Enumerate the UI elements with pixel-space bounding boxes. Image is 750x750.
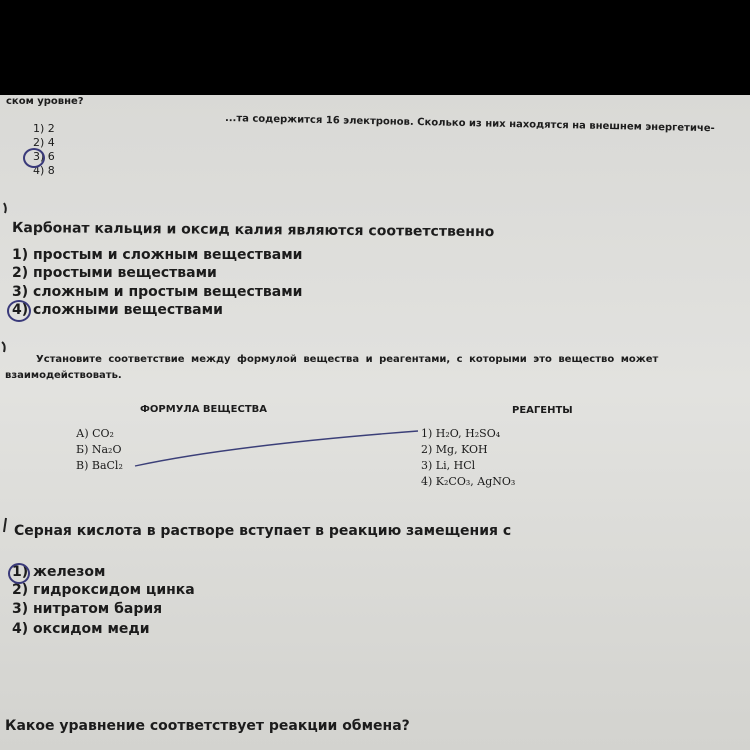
sulfuric-option-2: 2) гидроксидом цинка bbox=[12, 582, 195, 598]
margin-mark bbox=[4, 518, 6, 532]
carbonate-option-3: 3) сложным и простым веществами bbox=[12, 284, 303, 300]
prev-option-2: 2) 4 bbox=[33, 136, 55, 149]
carbonate-option-1: 1) простым и сложным веществами bbox=[12, 247, 303, 263]
prev-question-stem-line2: ском уровне? bbox=[6, 96, 84, 107]
carbonate-option-4: 4) сложными веществами bbox=[12, 302, 223, 318]
match-question-line2: взаимодействовать. bbox=[5, 370, 122, 381]
formula-c: В) BaCl₂ bbox=[76, 459, 123, 472]
sulfuric-option-3: 3) нитратом бария bbox=[12, 601, 163, 617]
prev-option-4: 4) 8 bbox=[33, 164, 55, 177]
formula-a: А) CO₂ bbox=[76, 427, 114, 440]
margin-mark bbox=[2, 342, 5, 352]
sulfuric-option-4: 4) оксидом меди bbox=[12, 621, 150, 637]
reagent-2: 2) Mg, KOH bbox=[421, 443, 488, 456]
sulfuric-question-title: Серная кислота в растворе вступает в реакцию замещения с bbox=[14, 523, 512, 539]
prev-option-1: 1) 2 bbox=[33, 122, 55, 135]
margin-mark bbox=[4, 203, 6, 213]
reagents-column-header: РЕАГЕНТЫ bbox=[512, 405, 573, 416]
formula-b: Б) Na₂O bbox=[76, 443, 122, 456]
next-question-title: Какое уравнение соответствует реакции обмена? bbox=[5, 718, 410, 734]
answer-circle-mark bbox=[8, 563, 30, 584]
match-question-line1: Установите соответствие между формулой вещества и реагентами, с которыми это вещество может bbox=[36, 354, 659, 365]
reagent-1: 1) H₂O, H₂SO₄ bbox=[421, 427, 501, 440]
prev-question-stem-line1: ...та содержится 16 электронов. Сколько из них находятся на внешнем энергетиче- bbox=[224, 113, 715, 135]
formula-column-header: ФОРМУЛА ВЕЩЕСТВА bbox=[140, 404, 267, 415]
prev-option-3: 3) 6 bbox=[33, 150, 55, 163]
sulfuric-option-1: 1) железом bbox=[12, 564, 106, 580]
reagent-3: 3) Li, HCl bbox=[421, 459, 476, 472]
reagent-4: 4) K₂CO₃, AgNO₃ bbox=[421, 475, 516, 488]
match-line-mark bbox=[135, 431, 418, 466]
carbonate-option-2: 2) простыми веществами bbox=[12, 265, 217, 281]
carbonate-question-title: Карбонат кальция и оксид калия являются соответственно bbox=[11, 220, 495, 241]
